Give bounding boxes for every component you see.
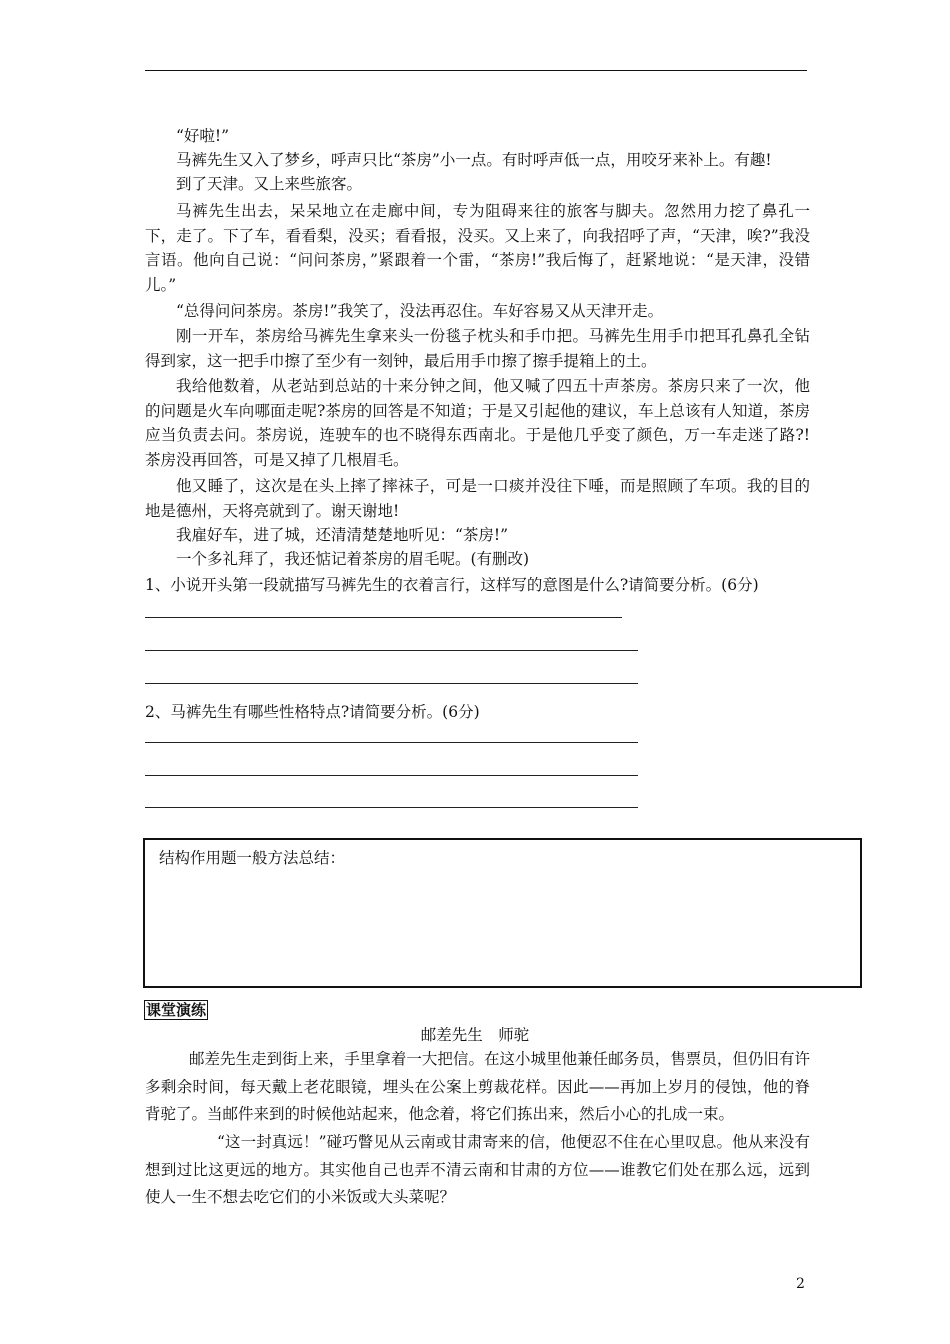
- answer-line-4[interactable]: [145, 742, 638, 743]
- paragraph-4: 马裤先生出去，呆呆地立在走廊中间，专为阻碍来往的旅客与脚夫。忽然用力挖了鼻孔一下，走了。下了车，看看梨，没买；看看报，没买。又上来了，向我招呼了声，“天津，唉?”我没言语。他向自己说：“问问茶房，”紧跟着一个雷，“茶房!”我后悔了，赶紧地说：“是天津，没错儿。”: [145, 202, 810, 294]
- paragraph-6: 刚一开车，茶房给马裤先生拿来头一份毯子枕头和手巾把。马裤先生用手巾把耳孔鼻孔全钻得到家，这一把手巾擦了至少有一刻钟，最后用手巾擦了擦手提箱上的土。: [145, 327, 810, 370]
- answer-line-6[interactable]: [145, 807, 638, 808]
- answer-line-2[interactable]: [145, 650, 638, 651]
- paragraph-5: “总得问问茶房。茶房!”我笑了，没法再忍住。车好容易又从天津开走。: [176, 302, 664, 320]
- question-1: 1、小说开头第一段就描写马裤先生的衣着言行，这样写的意图是什么?请简要分析。(6分): [145, 576, 759, 594]
- question-2: 2、马裤先生有哪些性格特点?请简要分析。(6分): [145, 703, 480, 721]
- paragraph-8: 他又睡了，这次是在头上摔了摔袜子，可是一口痰并没往下唾，而是照顾了车项。我的目的地是德州，天将亮就到了。谢天谢地!: [145, 477, 810, 520]
- method-summary-box[interactable]: [143, 838, 862, 988]
- answer-line-5[interactable]: [145, 775, 638, 776]
- story-paragraph-2: “这一封真远！”碰巧瞥见从云南或甘肃寄来的信，他便忍不住在心里叹息。他从来没有想到过比这更远的地方。其实他自己也弄不清云南和甘肃的方位——谁教它们处在那么远，远到使人一生不想去吃它们的小米饭或大头菜呢？: [145, 1133, 810, 1206]
- paragraph-1: “好啦!”: [176, 127, 230, 145]
- answer-line-3[interactable]: [145, 683, 638, 684]
- answer-line-1[interactable]: [145, 617, 622, 618]
- story-paragraph-1: 邮差先生走到街上来，手里拿着一大把信。在这小城里他兼任邮务员，售票员，但仍旧有许多剩余时间，每天戴上老花眼镜，埋头在公案上剪裁花样。因此——再加上岁月的侵蚀，他的脊背驼了。当邮件来到的时候他站起来，他念着，将它们拣出来，然后小心的扎成一束。: [145, 1050, 810, 1123]
- paragraph-3: 到了天津。又上来些旅客。: [176, 175, 363, 193]
- header-rule: [145, 70, 807, 71]
- story-title: 邮差先生 师驼: [420, 1026, 530, 1044]
- paragraph-10: 一个多礼拜了，我还惦记着茶房的眉毛呢。(有删改): [176, 550, 530, 568]
- paragraph-7: 我给他数着，从老站到总站的十来分钟之间，他又喊了四五十声茶房。茶房只来了一次，他的问题是火车向哪面走呢?茶房的回答是不知道；于是又引起他的建议，车上总该有人知道，茶房应当负责去问。茶房说，连驶车的也不晓得东西南北。于是他几乎变了颜色，万一车走迷了路?!茶房没再回答，可是又掉了几根眉毛。: [145, 377, 810, 469]
- paragraph-9: 我雇好车，进了城，还清清楚楚地听见：“茶房!”: [176, 526, 509, 544]
- page-number: 2: [796, 1276, 805, 1292]
- summary-box-label: 结构作用题一般方法总结：: [159, 849, 346, 867]
- paragraph-2: 马裤先生又入了梦乡，呼声只比“茶房”小一点。有时呼声低一点，用咬牙来补上。有趣!: [176, 151, 772, 169]
- section-heading-practice: 课堂演练: [146, 1001, 207, 1019]
